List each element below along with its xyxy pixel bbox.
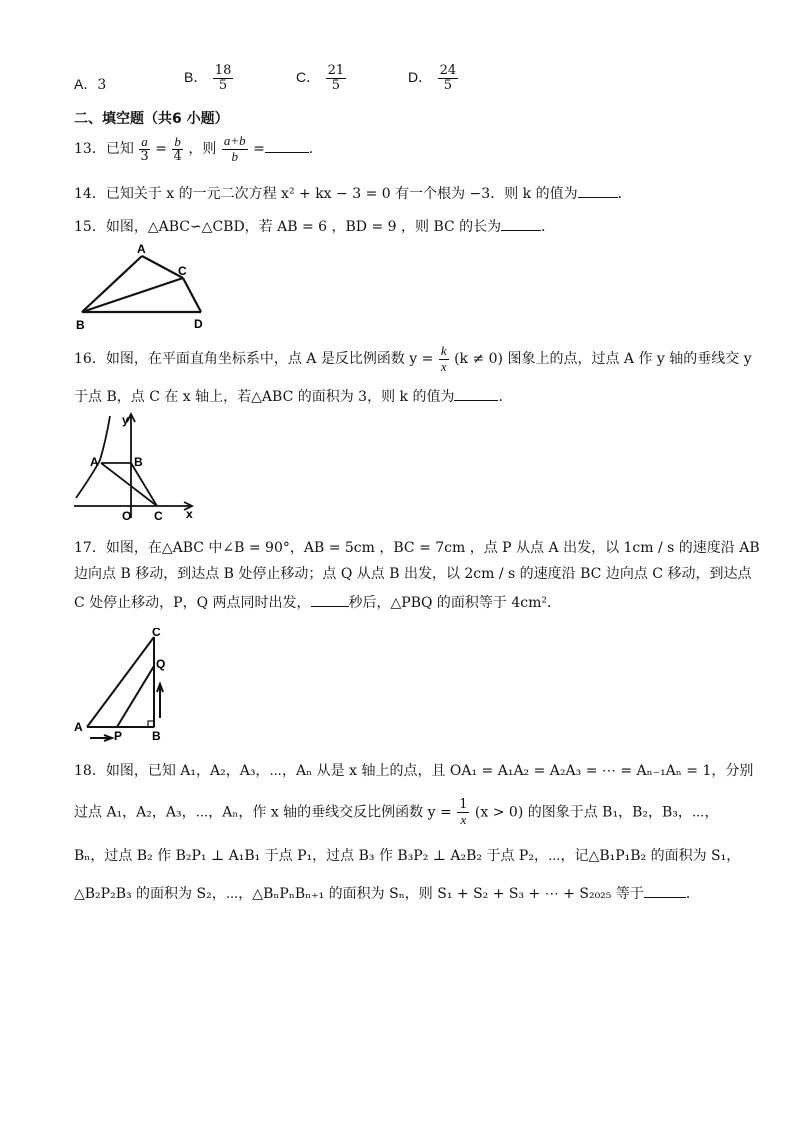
figure-q17-moving-points: [70, 628, 180, 743]
question-18-line3: Bₙ，过点 B₂ 作 B₂P₁ ⊥ A₁B₁ 于点 P₁，过点 B₃ 作 B₃P₂ ⊥ A₂B₂ 于点 P₂，⋯，记△B₁P₁B₂ 的面积为 S₁，: [74, 848, 741, 864]
label-y: y: [122, 413, 129, 427]
label-A: A: [137, 242, 146, 256]
question-17-line2: 边向点 B 移动，到达点 B 处停止移动；点 Q 从点 B 出发，以 2cm / s 的速度沿 BC 边向点 C 移动，到达点: [74, 566, 752, 582]
label-B: B: [76, 318, 85, 332]
label-O: O: [122, 509, 132, 523]
answer-blank[interactable]: [265, 142, 309, 153]
label-C: C: [154, 509, 163, 523]
label-x: x: [186, 507, 193, 521]
question-14: 14．已知关于 x 的一元二次方程 x² + kx − 3 = 0 有一个根为 −3．则 k 的值为 ．: [74, 186, 632, 202]
label-C: C: [178, 264, 187, 278]
section-title: 二、填空题（共6 小题）: [74, 111, 229, 127]
label-A: A: [90, 455, 99, 469]
answer-blank[interactable]: [311, 596, 349, 607]
question-18-line1: 18．如图，已知 A₁，A₂，A₃，⋯，Aₙ 从是 x 轴上的点，且 OA₁ = A₁A₂ = A₂A₃ = ⋯ = Aₙ₋₁Aₙ = 1，分别: [74, 763, 754, 779]
question-18-line4: △B₂P₂B₃ 的面积为 S₂，⋯，△BₙPₙBₙ₊₁ 的面积为 Sₙ，则 S₁ + S₂ + S₃ + ⋯ + S₂₀₂₅ 等于 ．: [74, 886, 700, 902]
label-C: C: [152, 628, 161, 639]
question-16-line1: 16．如图，在平面直角坐标系中，点 A 是反比例函数 y = $\frac{k}{x}$ (k ≠ 0) 图象上的点，过点 A 作 y 轴的垂线交 y: [74, 343, 752, 374]
label-B: B: [134, 455, 143, 469]
figure-q15-triangles: [70, 238, 220, 333]
question-15: 15．如图，△ABC∽△CBD，若 AB = 6 ，BD = 9 ，则 BC 的长为 ．: [74, 219, 556, 235]
question-17-line1: 17．如图，在△ABC 中∠B = 90°，AB = 5cm ，BC = 7cm ，点 P 从点 A 出发，以 1cm / s 的速度沿 AB: [74, 540, 760, 556]
label-P: P: [114, 729, 123, 743]
answer-blank[interactable]: [578, 187, 618, 198]
option-d: D． $\frac{24}{5}$: [408, 63, 457, 93]
question-17-line3: C 处停止移动，P，Q 两点同时出发， 秒后，△PBQ 的面积等于 4cm²．: [74, 595, 562, 611]
label-D: D: [194, 317, 203, 331]
option-b: B． $\frac{18}{5}$: [184, 63, 232, 93]
label-B: B: [152, 729, 161, 743]
question-16-line2: 于点 B，点 C 在 x 轴上，若△ABC 的面积为 3，则 k 的值为 ．: [74, 389, 513, 405]
question-18-line2: 过点 A₁，A₂，A₃，⋯，Aₙ，作 x 轴的垂线交反比例函数 y = $\frac{1}{x}$ (x > 0) 的图象于点 B₁，B₂，B₃，⋯，: [74, 797, 719, 827]
answer-blank[interactable]: [644, 887, 686, 898]
option-a: A．3: [74, 76, 107, 93]
label-A: A: [74, 720, 83, 734]
figure-q16-coordinate: [70, 410, 200, 525]
answer-blank[interactable]: [454, 390, 498, 401]
answer-blank[interactable]: [501, 220, 541, 231]
question-13: 13．已知 $\frac{a}{3}$ = $\frac{b}{4}$ ，则 $\frac{a+b}{b}$ = ．: [74, 133, 323, 165]
label-Q: Q: [156, 657, 166, 671]
option-c: C． $\frac{21}{5}$: [296, 63, 345, 93]
